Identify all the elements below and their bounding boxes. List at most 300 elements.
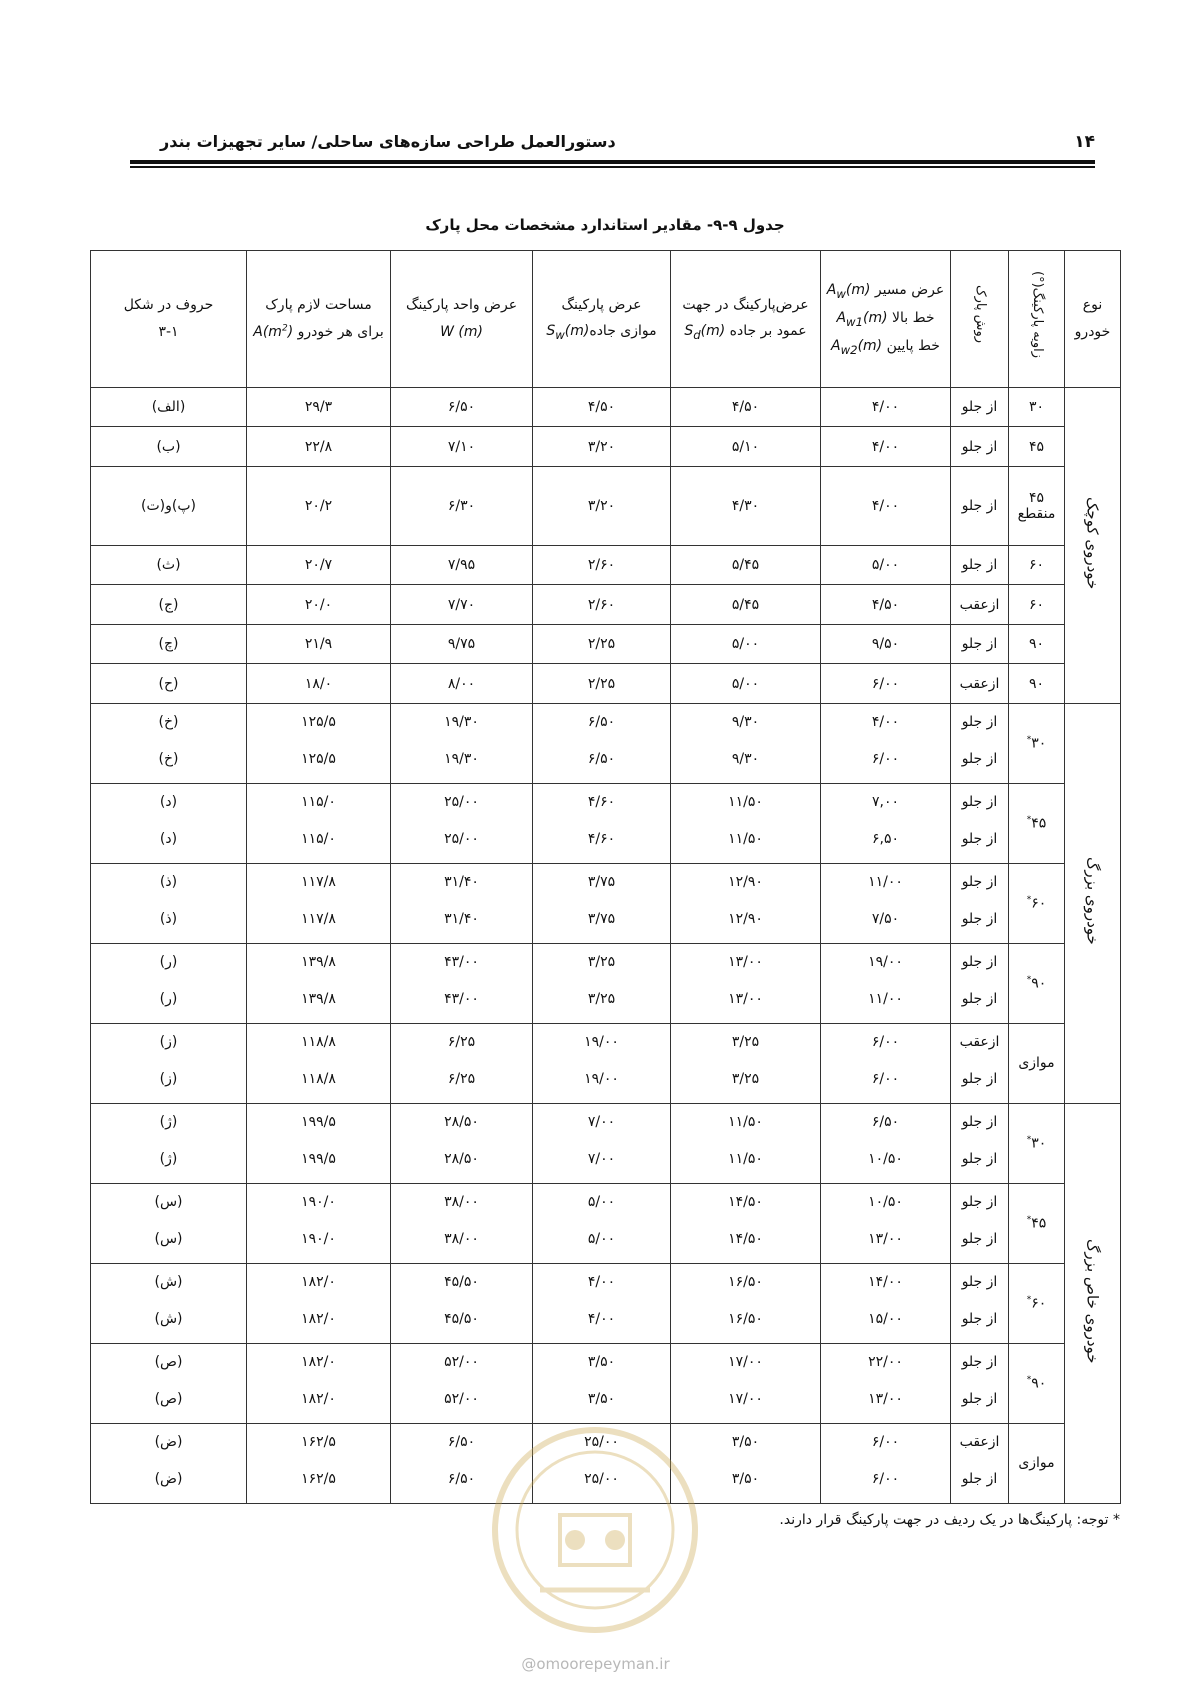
area-value: ۱۹۰/۰ xyxy=(301,1231,336,1248)
method-cell xyxy=(951,1103,1009,1183)
letter-cell xyxy=(91,703,247,783)
letter-value: (ص) xyxy=(154,1391,183,1408)
area-value: ۱۸۲/۰ xyxy=(301,1391,336,1408)
method-value: از جلو xyxy=(961,794,998,811)
depth-value: ۹/۳۰ xyxy=(731,714,760,731)
area-cell: ۲۰/۲ xyxy=(247,466,391,545)
vehicle-group-label: خودروی بزرگ xyxy=(1083,857,1102,946)
depth-cell xyxy=(671,1183,821,1263)
depth-value: ۳/۲۵ xyxy=(731,1034,760,1051)
method-cell xyxy=(951,1343,1009,1423)
depth-value: ۳/۵۰ xyxy=(731,1434,760,1451)
depth-value: ۱۶/۵۰ xyxy=(728,1311,763,1328)
area-value: ۱۸۲/۰ xyxy=(301,1354,336,1371)
angle-value: موازی xyxy=(1018,1455,1055,1472)
unit-value: ۵۲/۰۰ xyxy=(444,1391,479,1408)
aisle-value: ۷,۰۰ xyxy=(872,794,900,811)
vehicle-group-cell xyxy=(1065,703,1121,1103)
table-row xyxy=(91,427,1121,466)
width-value: ۵/۰۰ xyxy=(587,1231,616,1248)
table-row xyxy=(91,703,1121,783)
width-value: ۴/۰۰ xyxy=(587,1274,616,1291)
width-value: ۳/۲۵ xyxy=(587,954,616,971)
depth-value: ۱۳/۰۰ xyxy=(728,991,763,1008)
depth-cell: ۵/۴۵ xyxy=(671,545,821,584)
letter-cell: (ث) xyxy=(91,545,247,584)
angle-cell xyxy=(1009,1343,1065,1423)
header-row xyxy=(91,251,1121,388)
width-value: ۶/۵۰ xyxy=(587,751,616,768)
area-cell xyxy=(247,1343,391,1423)
angle-cell: ۶۰ xyxy=(1009,585,1065,624)
aisle-cell: ۴/۰۰ xyxy=(821,427,951,466)
note-marker: * xyxy=(1026,1215,1032,1226)
unit-cell xyxy=(391,1103,533,1183)
depth-value: ۱۴/۵۰ xyxy=(728,1231,763,1248)
area-cell xyxy=(247,703,391,783)
unit-value: ۴۳/۰۰ xyxy=(444,954,479,971)
aisle-cell xyxy=(821,1423,951,1503)
unit-value: ۱۹/۳۰ xyxy=(444,751,479,768)
area-cell: ۲۰/۷ xyxy=(247,545,391,584)
letter-value: (د) xyxy=(159,794,178,811)
area-cell xyxy=(247,863,391,943)
method-cell: از جلو xyxy=(951,624,1009,663)
method-cell xyxy=(951,703,1009,783)
unit-cell: ۶/۵۰ xyxy=(391,388,533,427)
depth-cell: ۵/۴۵ xyxy=(671,585,821,624)
depth-cell: ۵/۱۰ xyxy=(671,427,821,466)
letter-value: (خ) xyxy=(158,751,179,768)
depth-cell: ۴/۵۰ xyxy=(671,388,821,427)
aisle-value: ۶/۰۰ xyxy=(871,1071,900,1088)
letter-value: (ذ) xyxy=(159,911,178,928)
unit-cell xyxy=(391,1023,533,1103)
unit-value: ۳۸/۰۰ xyxy=(444,1231,479,1248)
unit-value: ۲۸/۵۰ xyxy=(444,1114,479,1131)
depth-value: ۱۲/۹۰ xyxy=(728,911,763,928)
angle-cell xyxy=(1009,943,1065,1023)
depth-value: ۱۷/۰۰ xyxy=(728,1354,763,1371)
unit-value: ۳۸/۰۰ xyxy=(444,1194,479,1211)
area-value: ۱۸۲/۰ xyxy=(301,1274,336,1291)
area-value: ۱۳۹/۸ xyxy=(301,991,336,1008)
angle-cell: ۶۰ xyxy=(1009,545,1065,584)
aisle-value: ۴/۰۰ xyxy=(871,714,900,731)
area-value: ۱۹۰/۰ xyxy=(301,1194,336,1211)
width-cell xyxy=(533,1183,671,1263)
aisle-value: ۶/۰۰ xyxy=(871,1471,900,1488)
letter-cell xyxy=(91,1263,247,1343)
method-cell: ازعقب xyxy=(951,585,1009,624)
method-value: از جلو xyxy=(961,1231,998,1248)
aisle-cell xyxy=(821,1023,951,1103)
method-value: از جلو xyxy=(961,1274,998,1291)
table-row xyxy=(91,783,1121,863)
note-marker: * xyxy=(1026,734,1032,745)
aisle-cell xyxy=(821,1103,951,1183)
width-cell xyxy=(533,783,671,863)
vehicle-group-label: خودروی کوچک xyxy=(1083,497,1102,590)
area-value: ۱۲۵/۵ xyxy=(301,714,336,731)
width-cell xyxy=(533,1103,671,1183)
area-value: ۱۸۲/۰ xyxy=(301,1311,336,1328)
method-value: از جلو xyxy=(961,714,998,731)
method-cell xyxy=(951,783,1009,863)
aisle-value: ۷/۵۰ xyxy=(871,911,900,928)
method-value: از جلو xyxy=(961,1311,998,1328)
width-value: ۷/۰۰ xyxy=(587,1151,616,1168)
table-note: * توجه: پارکینگ‌ها در یک ردیف در جهت پارکینگ قرار دارند. xyxy=(779,1512,1120,1528)
unit-value: ۲۵/۰۰ xyxy=(444,831,479,848)
angle-value: ۴۵ xyxy=(1031,1215,1047,1232)
aisle-cell xyxy=(821,1343,951,1423)
area-cell xyxy=(247,1023,391,1103)
letter-cell xyxy=(91,1423,247,1503)
aisle-value: ۶/۵۰ xyxy=(871,1114,900,1131)
table-row xyxy=(91,1183,1121,1263)
letter-value: (ر) xyxy=(159,991,178,1008)
aisle-cell xyxy=(821,1183,951,1263)
aisle-cell: ۴/۰۰ xyxy=(821,388,951,427)
angle-cell xyxy=(1009,863,1065,943)
angle-value: ۶۰ xyxy=(1031,895,1047,912)
letter-cell xyxy=(91,1023,247,1103)
letter-cell xyxy=(91,783,247,863)
depth-cell xyxy=(671,783,821,863)
method-value: از جلو xyxy=(961,991,998,1008)
aisle-cell: ۵/۰۰ xyxy=(821,545,951,584)
aisle-value: ۶/۰۰ xyxy=(871,1434,900,1451)
method-value: از جلو xyxy=(961,1354,998,1371)
method-cell xyxy=(951,863,1009,943)
width-value: ۳/۷۵ xyxy=(587,874,616,891)
width-value: ۱۹/۰۰ xyxy=(584,1071,619,1088)
method-cell xyxy=(951,1263,1009,1343)
method-cell xyxy=(951,1183,1009,1263)
letter-value: (ش) xyxy=(154,1274,183,1291)
depth-value: ۹/۳۰ xyxy=(731,751,760,768)
unit-cell xyxy=(391,703,533,783)
vehicle-group-cell xyxy=(1065,388,1121,704)
unit-cell: ۹/۷۵ xyxy=(391,624,533,663)
depth-value: ۳/۵۰ xyxy=(731,1471,760,1488)
header-area: مساحت لازم پارک برای هر خودرو $A(m^2)$ xyxy=(247,251,391,388)
aisle-value: ۱۰/۵۰ xyxy=(868,1151,903,1168)
aisle-cell xyxy=(821,863,951,943)
letter-cell xyxy=(91,1343,247,1423)
area-value: ۱۱۷/۸ xyxy=(301,874,336,891)
unit-value: ۶/۲۵ xyxy=(447,1034,476,1051)
unit-cell xyxy=(391,863,533,943)
unit-value: ۶/۵۰ xyxy=(447,1434,476,1451)
letter-value: (ص) xyxy=(154,1354,183,1371)
method-value: از جلو xyxy=(961,874,998,891)
letter-value: (ض) xyxy=(154,1434,183,1451)
angle-value: ۹۰ xyxy=(1031,1375,1047,1392)
width-value: ۳/۵۰ xyxy=(587,1391,616,1408)
letter-cell xyxy=(91,1183,247,1263)
header-rule-thick xyxy=(130,160,1095,164)
header-aisle: عرض مسیر $A_w(m)$ خط بالا $A_{w1}(m)$ خط پایین $A_{w2}(m)$ xyxy=(821,251,951,388)
letter-cell xyxy=(91,863,247,943)
method-value: از جلو xyxy=(961,1194,998,1211)
header-depth: عرض‌پارکینگ در جهت عمود بر جاده $S_d(m)$ xyxy=(671,251,821,388)
running-title: دستورالعمل طراحی سازه‌های ساحلی/ سایر تجهیزات بندر xyxy=(160,132,616,151)
letter-value: (ژ) xyxy=(159,1114,178,1131)
angle-value: ۶۰ xyxy=(1031,1295,1047,1312)
unit-value: ۲۸/۵۰ xyxy=(444,1151,479,1168)
width-value: ۷/۰۰ xyxy=(587,1114,616,1131)
width-value: ۳/۵۰ xyxy=(587,1354,616,1371)
note-marker: * xyxy=(1026,814,1032,825)
width-value: ۵/۰۰ xyxy=(587,1194,616,1211)
width-value: ۲۵/۰۰ xyxy=(584,1434,619,1451)
area-cell: ۲۲/۸ xyxy=(247,427,391,466)
angle-cell xyxy=(1009,1423,1065,1503)
width-cell: ۲/۲۵ xyxy=(533,624,671,663)
aisle-value: ۶/۰۰ xyxy=(871,1034,900,1051)
angle-cell xyxy=(1009,1263,1065,1343)
area-cell xyxy=(247,783,391,863)
letter-value: (ز) xyxy=(159,1071,178,1088)
table-row xyxy=(91,1343,1121,1423)
note-marker: * xyxy=(1026,1135,1032,1145)
aisle-value: ۱۱/۰۰ xyxy=(868,991,903,1008)
depth-value: ۱۱/۵۰ xyxy=(728,1114,763,1131)
width-cell: ۴/۵۰ xyxy=(533,388,671,427)
letter-value: (د) xyxy=(159,831,178,848)
angle-value: ۳۰ xyxy=(1031,1135,1047,1152)
width-cell: ۲/۶۰ xyxy=(533,585,671,624)
table-row xyxy=(91,1023,1121,1103)
angle-cell: ۴۵ منقطع xyxy=(1009,466,1065,545)
area-value: ۱۱۵/۰ xyxy=(301,794,336,811)
angle-cell xyxy=(1009,1103,1065,1183)
letter-value: (ژ) xyxy=(159,1151,178,1168)
depth-cell: ۵/۰۰ xyxy=(671,624,821,663)
unit-value: ۴۳/۰۰ xyxy=(444,991,479,1008)
area-value: ۱۳۹/۸ xyxy=(301,954,336,971)
width-cell xyxy=(533,863,671,943)
letter-value: (س) xyxy=(154,1194,183,1211)
width-value: ۳/۲۵ xyxy=(587,991,616,1008)
unit-cell xyxy=(391,1263,533,1343)
width-cell: ۲/۲۵ xyxy=(533,664,671,703)
angle-cell xyxy=(1009,783,1065,863)
depth-value: ۱۴/۵۰ xyxy=(728,1194,763,1211)
letter-cell: (الف) xyxy=(91,388,247,427)
vehicle-group-label: خودروی خاص بزرگ xyxy=(1083,1239,1102,1364)
width-value: ۳/۷۵ xyxy=(587,911,616,928)
depth-value: ۱۱/۵۰ xyxy=(728,831,763,848)
letter-value: (ض) xyxy=(154,1471,183,1488)
area-cell: ۲۱/۹ xyxy=(247,624,391,663)
method-cell xyxy=(951,1023,1009,1103)
unit-value: ۴۵/۵۰ xyxy=(444,1274,479,1291)
area-value: ۱۶۲/۵ xyxy=(301,1434,336,1451)
table-row xyxy=(91,943,1121,1023)
table-caption: جدول ۹-۹- مقادیر استاندارد مشخصات محل پارک xyxy=(425,216,785,234)
table-row xyxy=(91,624,1121,663)
vehicle-group-cell xyxy=(1065,1103,1121,1503)
aisle-cell: ۴/۰۰ xyxy=(821,466,951,545)
letter-value: (ش) xyxy=(154,1311,183,1328)
unit-value: ۳۱/۴۰ xyxy=(444,911,479,928)
aisle-cell xyxy=(821,943,951,1023)
width-cell xyxy=(533,943,671,1023)
method-value: از جلو xyxy=(961,1391,998,1408)
letter-cell: (چ) xyxy=(91,624,247,663)
method-value: از جلو xyxy=(961,911,998,928)
table-row xyxy=(91,1103,1121,1183)
width-cell xyxy=(533,1343,671,1423)
width-value: ۴/۰۰ xyxy=(587,1311,616,1328)
angle-cell xyxy=(1009,703,1065,783)
aisle-value: ۱۱/۰۰ xyxy=(868,874,903,891)
aisle-value: ۶,۵۰ xyxy=(872,831,900,848)
area-value: ۱۱۵/۰ xyxy=(301,831,336,848)
method-cell: از جلو xyxy=(951,427,1009,466)
width-value: ۴/۶۰ xyxy=(587,794,616,811)
depth-cell: ۴/۳۰ xyxy=(671,466,821,545)
area-cell: ۲۹/۳ xyxy=(247,388,391,427)
aisle-value: ۱۰/۵۰ xyxy=(868,1194,903,1211)
method-cell: ازعقب xyxy=(951,664,1009,703)
letter-cell: (ج) xyxy=(91,585,247,624)
width-cell: ۳/۲۰ xyxy=(533,427,671,466)
method-value: از جلو xyxy=(961,1071,998,1088)
aisle-value: ۱۹/۰۰ xyxy=(868,954,903,971)
width-cell xyxy=(533,1263,671,1343)
depth-cell: ۵/۰۰ xyxy=(671,664,821,703)
method-value: از جلو xyxy=(961,751,998,768)
aisle-value: ۲۲/۰۰ xyxy=(868,1354,903,1371)
width-cell: ۳/۲۰ xyxy=(533,466,671,545)
unit-cell: ۷/۱۰ xyxy=(391,427,533,466)
width-cell xyxy=(533,703,671,783)
letter-cell: (پ)و(ت) xyxy=(91,466,247,545)
table-row xyxy=(91,545,1121,584)
depth-value: ۱۷/۰۰ xyxy=(728,1391,763,1408)
table-row xyxy=(91,585,1121,624)
method-cell xyxy=(951,943,1009,1023)
method-value: از جلو xyxy=(961,831,998,848)
page-header xyxy=(130,126,1095,156)
letter-cell: (ب) xyxy=(91,427,247,466)
header-method: روش پارک xyxy=(951,251,1009,388)
area-cell xyxy=(247,1423,391,1503)
unit-value: ۲۵/۰۰ xyxy=(444,794,479,811)
depth-cell xyxy=(671,1263,821,1343)
depth-value: ۱۲/۹۰ xyxy=(728,874,763,891)
unit-value: ۴۵/۵۰ xyxy=(444,1311,479,1328)
header-vehicle: نوع خودرو xyxy=(1065,251,1121,388)
unit-cell xyxy=(391,1183,533,1263)
unit-value: ۱۹/۳۰ xyxy=(444,714,479,731)
method-value: ازعقب xyxy=(959,1034,1000,1051)
aisle-value: ۱۳/۰۰ xyxy=(868,1391,903,1408)
method-value: از جلو xyxy=(961,1114,998,1131)
table-row xyxy=(91,863,1121,943)
width-cell xyxy=(533,1023,671,1103)
aisle-cell: ۶/۰۰ xyxy=(821,664,951,703)
area-value: ۱۱۸/۸ xyxy=(301,1034,336,1051)
letter-value: (س) xyxy=(154,1231,183,1248)
aisle-value: ۱۵/۰۰ xyxy=(868,1311,903,1328)
method-cell: از جلو xyxy=(951,388,1009,427)
area-value: ۱۹۹/۵ xyxy=(301,1151,336,1168)
table-row xyxy=(91,1263,1121,1343)
width-value: ۲۵/۰۰ xyxy=(584,1471,619,1488)
letter-cell: (ح) xyxy=(91,664,247,703)
depth-value: ۳/۲۵ xyxy=(731,1071,760,1088)
method-cell: از جلو xyxy=(951,466,1009,545)
method-value: ازعقب xyxy=(959,1434,1000,1451)
letter-cell xyxy=(91,943,247,1023)
header-unit: عرض واحد پارکینگ W (m) xyxy=(391,251,533,388)
aisle-cell xyxy=(821,783,951,863)
aisle-value: ۱۴/۰۰ xyxy=(868,1274,903,1291)
parking-table xyxy=(90,250,1121,1504)
area-value: ۱۱۷/۸ xyxy=(301,911,336,928)
header-rule-thin xyxy=(130,166,1095,168)
unit-cell: ۷/۹۵ xyxy=(391,545,533,584)
method-cell: از جلو xyxy=(951,545,1009,584)
depth-value: ۱۱/۵۰ xyxy=(728,794,763,811)
note-marker: * xyxy=(1026,894,1032,905)
aisle-cell: ۴/۵۰ xyxy=(821,585,951,624)
unit-cell xyxy=(391,783,533,863)
unit-value: ۶/۲۵ xyxy=(447,1071,476,1088)
note-marker: * xyxy=(1026,1295,1032,1306)
angle-cell xyxy=(1009,1183,1065,1263)
width-value: ۶/۵۰ xyxy=(587,714,616,731)
angle-cell: ۳۰ xyxy=(1009,388,1065,427)
unit-value: ۵۲/۰۰ xyxy=(444,1354,479,1371)
angle-value: ۹۰ xyxy=(1031,975,1047,992)
method-value: از جلو xyxy=(961,1151,998,1168)
note-marker: * xyxy=(1026,974,1032,985)
depth-value: ۱۶/۵۰ xyxy=(728,1274,763,1291)
method-value: از جلو xyxy=(961,954,998,971)
depth-cell xyxy=(671,863,821,943)
angle-cell: ۹۰ xyxy=(1009,624,1065,663)
angle-value: موازی xyxy=(1018,1055,1055,1072)
unit-cell xyxy=(391,943,533,1023)
area-value: ۱۱۸/۸ xyxy=(301,1071,336,1088)
area-cell xyxy=(247,1103,391,1183)
aisle-value: ۶/۰۰ xyxy=(871,751,900,768)
method-cell xyxy=(951,1423,1009,1503)
unit-value: ۶/۵۰ xyxy=(447,1471,476,1488)
area-value: ۱۲۵/۵ xyxy=(301,751,336,768)
table-row xyxy=(91,388,1121,427)
depth-cell xyxy=(671,1103,821,1183)
area-cell: ۲۰/۰ xyxy=(247,585,391,624)
area-cell xyxy=(247,943,391,1023)
aisle-cell: ۹/۵۰ xyxy=(821,624,951,663)
unit-cell: ۸/۰۰ xyxy=(391,664,533,703)
table-row xyxy=(91,466,1121,545)
seal-icon xyxy=(480,1420,710,1640)
header-angle: زاویه پارکینگ(°) xyxy=(1009,251,1065,388)
unit-cell xyxy=(391,1343,533,1423)
letter-value: (ر) xyxy=(159,954,178,971)
letter-value: (خ) xyxy=(158,714,179,731)
depth-cell xyxy=(671,1023,821,1103)
table-row xyxy=(91,664,1121,703)
